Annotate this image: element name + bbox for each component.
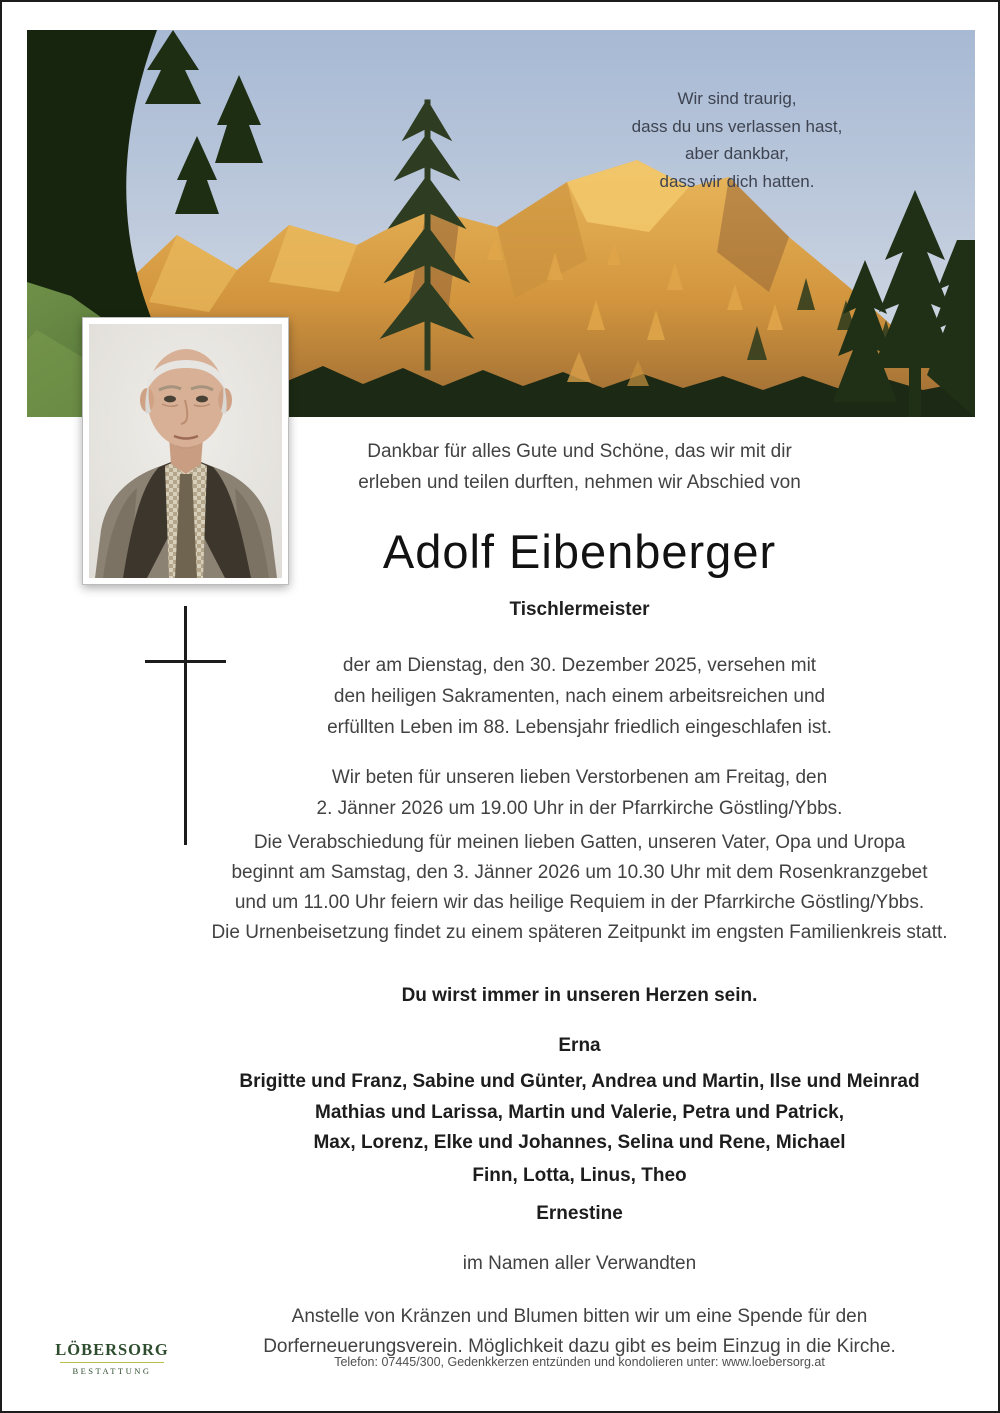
death-notice-paragraph (157, 650, 1000, 743)
farewell-line: Die Urnenbeisetzung findet zu einem späteren Zeitpunkt im engsten Familienkreis statt. (211, 922, 948, 943)
mourner-line: Erna (558, 1035, 601, 1056)
intro-line: Dankbar für alles Gute und Schöne, das wir mit dir (367, 441, 792, 462)
mourner-line: Ernestine (536, 1203, 623, 1224)
intro-line: erleben und teilen durften, nehmen wir Abschied von (358, 472, 801, 493)
farewell-paragraph (157, 828, 1000, 948)
poem-line: Wir sind traurig, (677, 89, 797, 108)
farewell-line: Die Verabschiedung für meinen lieben Gatten, unseren Vater, Opa und Uropa (253, 832, 906, 853)
footer-contact-line: Telefon: 07445/300, Gedenkkerzen entzünden und kondolieren unter: www.loebersorg.at (334, 1355, 825, 1369)
mourner-line: Mathias und Larissa, Martin und Valerie, Petra und Patrick, (315, 1102, 844, 1123)
donation-line: Dorferneuerungsverein. Möglichkeit dazu gibt es beim Einzug in die Kirche. (263, 1336, 896, 1357)
deceased-profession: Tischlermeister (509, 599, 650, 620)
prayer-paragraph (157, 762, 1000, 824)
mourner-line: Brigitte und Franz, Sabine und Günter, Andrea und Martin, Ilse und Meinrad (239, 1071, 920, 1092)
poem (537, 85, 937, 195)
funeral-home-subtitle: BESTATTUNG (72, 1366, 152, 1376)
mourner-line: Max, Lorenz, Elke und Johannes, Selina und Rene, Michael (313, 1132, 846, 1153)
death-notice-line: der am Dienstag, den 30. Dezember 2025, versehen mit (342, 655, 817, 676)
intro-text (157, 436, 1000, 498)
death-notice-line: erfüllten Leben im 88. Lebensjahr friedlich eingeschlafen ist. (327, 717, 832, 738)
donation-line: Anstelle von Kränzen und Blumen bitten wir um eine Spende für den (291, 1306, 868, 1327)
poem-line: dass du uns verlassen hast, (631, 116, 843, 136)
logo-divider (60, 1362, 164, 1363)
poem-line: aber dankbar, (685, 144, 789, 163)
mourner-line: Finn, Lotta, Linus, Theo (472, 1165, 687, 1186)
mourner-group (157, 1098, 1000, 1158)
prayer-line: Wir beten für unseren lieben Verstorbenen am Freitag, den (331, 767, 828, 788)
death-notice-line: den heiligen Sakramenten, nach einem arbeitsreichen und (333, 686, 826, 707)
poem-line: dass wir dich hatten. (659, 171, 815, 191)
donation-note (157, 1302, 1000, 1362)
mourners-closing: im Namen aller Verwandten (462, 1253, 697, 1274)
funeral-home-name: LÖBERSORG (55, 1340, 169, 1359)
farewell-line: beginnt am Samstag, den 3. Jänner 2026 um 10.30 Uhr mit dem Rosenkranzgebet (231, 862, 928, 883)
deceased-name: Adolf Eibenberger (382, 525, 777, 578)
prayer-line: 2. Jänner 2026 um 19.00 Uhr in der Pfarrkirche Göstling/Ybbs. (316, 798, 843, 819)
funeral-home-logo (50, 1340, 174, 1376)
farewell-line: und um 11.00 Uhr feiern wir das heilige Requiem in der Pfarrkirche Göstling/Ybbs. (234, 892, 925, 913)
remembrance-line: Du wirst immer in unseren Herzen sein. (401, 985, 758, 1006)
